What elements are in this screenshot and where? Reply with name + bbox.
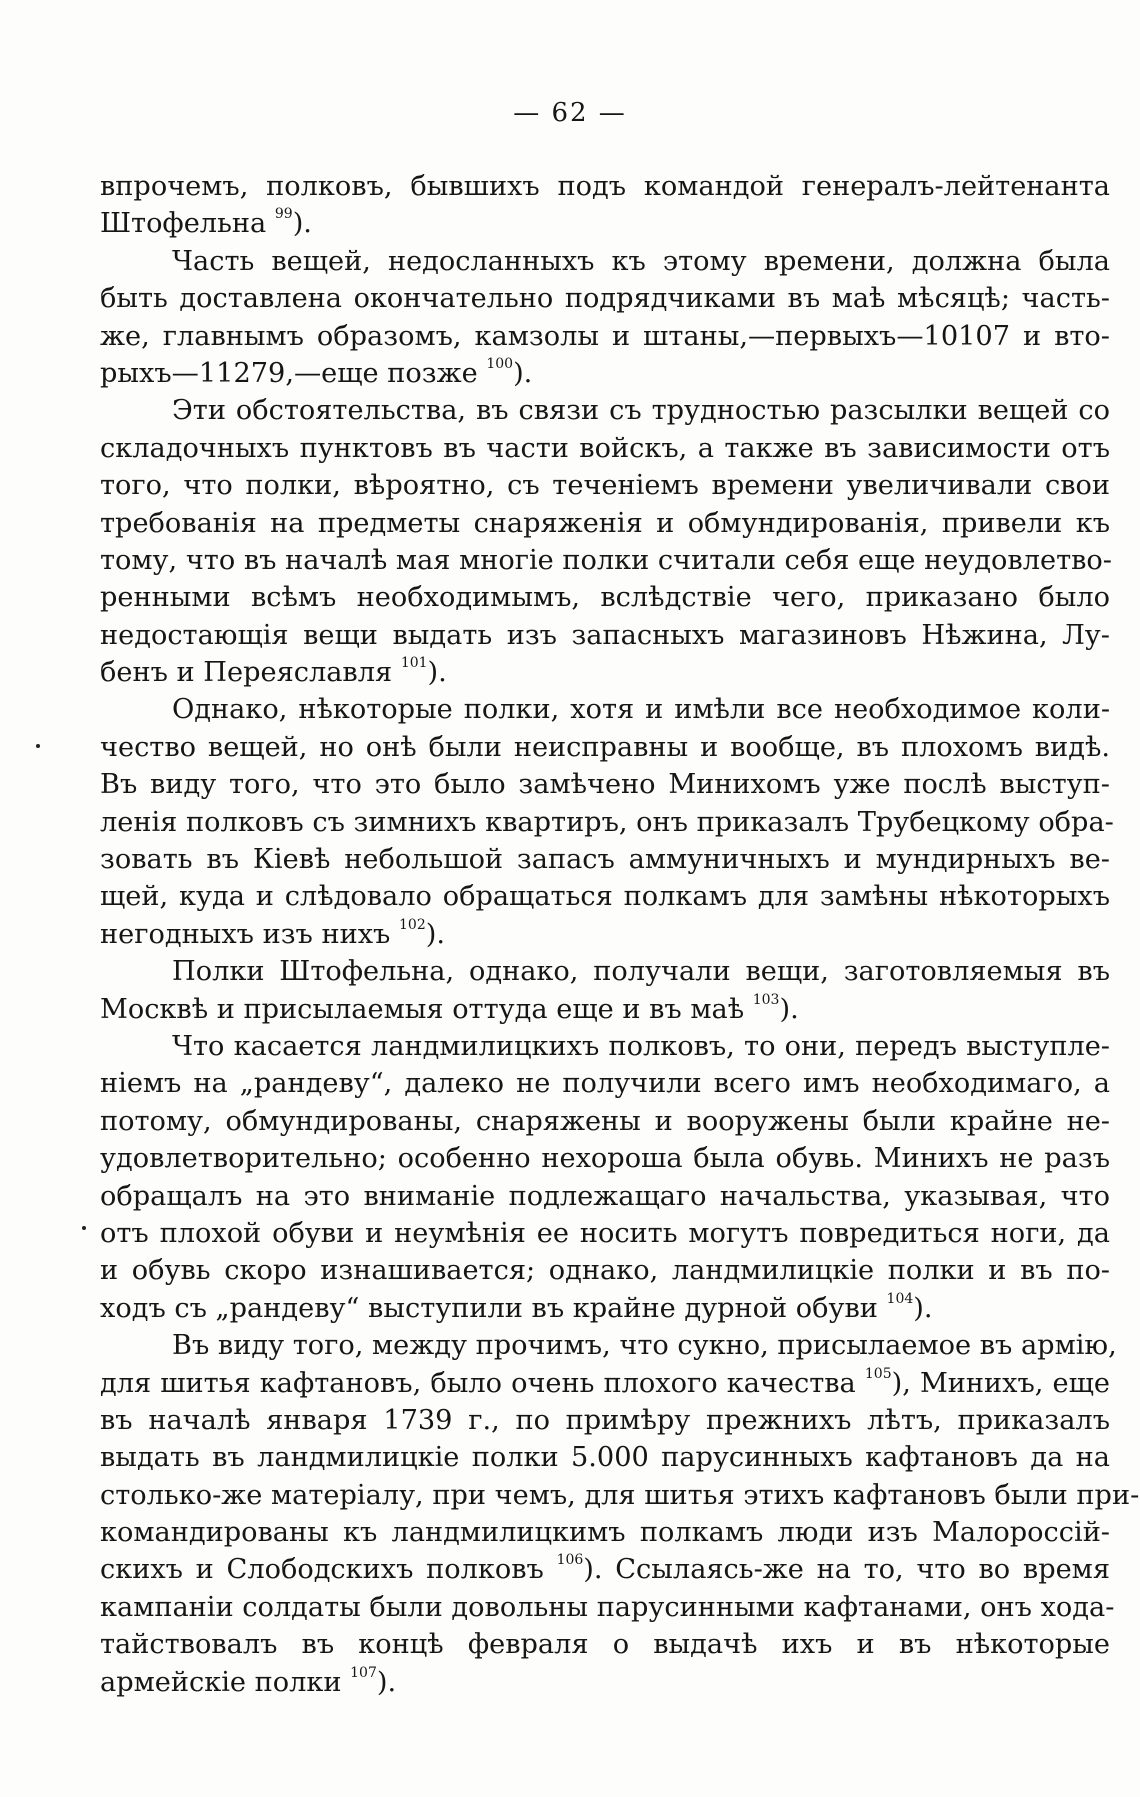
footnote-marker: 99 xyxy=(274,206,293,223)
line-text-after-footnote: ). xyxy=(292,208,312,240)
line-text: щей, куда и слѣдовало обращаться полкамъ для замѣны нѣкоторыхъ xyxy=(100,881,1110,913)
line-text-after-footnote: ). xyxy=(913,1292,933,1324)
line-text: же, главнымъ образомъ, камзолы и штаны,—первыхъ—10107 и вто- xyxy=(100,320,1110,352)
footnote-marker: 102 xyxy=(399,916,426,933)
footnote-marker: 104 xyxy=(886,1290,914,1307)
text-line xyxy=(100,355,1110,392)
text-line xyxy=(100,1215,1110,1252)
text-line xyxy=(100,243,1110,280)
text-line xyxy=(100,1178,1110,1215)
paragraph xyxy=(100,1327,1140,1701)
text-line xyxy=(100,691,1110,728)
line-text-after-footnote: ). Ссылаясь-же на то, что во время xyxy=(583,1554,1110,1586)
text-line xyxy=(100,1028,1110,1065)
line-text-after-footnote: ), Минихъ, еще xyxy=(891,1367,1110,1399)
line-text: Москвѣ и присылаемыя оттуда еще и въ маѣ xyxy=(100,993,753,1025)
text-line xyxy=(100,1402,1110,1439)
line-text: для шитья кафтановъ, было очень плохого качества xyxy=(100,1367,865,1399)
paragraph xyxy=(100,243,1110,393)
text-line xyxy=(100,467,1110,504)
text-line xyxy=(100,878,1110,915)
text-line xyxy=(100,1140,1110,1177)
text-line xyxy=(100,1103,1110,1140)
line-text: тайствовалъ въ концѣ февраля о выдачѣ ихъ и въ нѣкоторые xyxy=(100,1629,1110,1661)
text-line xyxy=(100,430,1110,467)
line-text: быть доставлена окончательно подрядчиками въ маѣ мѣсяцѣ; часть- xyxy=(100,283,1110,315)
line-text: ніемъ на „рандеву“, далеко не получили всего имъ необходимаго, а xyxy=(100,1068,1110,1100)
line-text: недостающія вещи выдать изъ запасныхъ магазиновъ Нѣжина, Лу- xyxy=(100,619,1110,651)
line-text: ленія полковъ съ зимнихъ квартиръ, онъ приказалъ Трубецкому обра- xyxy=(100,806,1114,838)
line-text: выдать въ ландмилицкіе полки 5.000 парусинныхъ кафтановъ да на xyxy=(100,1442,1110,1474)
text-line xyxy=(100,1626,1110,1663)
footnote-marker: 101 xyxy=(400,655,428,672)
text-line xyxy=(100,654,1110,691)
line-text: Въ виду того, что это было замѣчено Минихомъ уже послѣ выступ- xyxy=(100,769,1110,801)
line-text: требованія на предметы снаряженія и обмундированія, привели къ xyxy=(100,507,1110,539)
text-line xyxy=(100,1290,1110,1327)
text-line xyxy=(100,280,1110,317)
text-line xyxy=(100,1589,1115,1626)
paragraph xyxy=(100,1028,1110,1327)
line-text-after-footnote: ). xyxy=(513,357,533,389)
line-text: ходъ съ „рандеву“ выступили въ крайне дурной обуви xyxy=(100,1292,887,1324)
line-text: обращалъ на это вниманіе подлежащаго начальства, указывая, что xyxy=(100,1180,1110,1212)
line-text: удовлетворительно; особенно нехороша была обувь. Минихъ не разъ xyxy=(100,1143,1110,1175)
line-text: потому, обмундированы, снаряжены и вооружены были крайне не- xyxy=(100,1105,1110,1137)
text-line xyxy=(100,1065,1110,1102)
text-line xyxy=(100,953,1110,990)
text-line xyxy=(100,1327,1117,1364)
text-line xyxy=(100,1252,1110,1289)
page-number: — 62 — xyxy=(513,98,627,128)
line-text: Штофельна xyxy=(100,208,275,240)
text-line xyxy=(100,1514,1110,1551)
line-text: скихъ и Слободскихъ полковъ xyxy=(100,1554,557,1586)
line-text-after-footnote: ). xyxy=(376,1666,397,1698)
text-line xyxy=(100,1439,1110,1476)
text-line xyxy=(100,916,1110,953)
text-line xyxy=(100,991,1110,1028)
line-text: Что касается ландмилицкихъ полковъ, то они, передъ выступле- xyxy=(172,1030,1110,1062)
text-line xyxy=(100,505,1110,542)
line-text: и обувь скоро изнашивается; однако, ландмилицкіе полки и въ по- xyxy=(100,1255,1110,1287)
line-text: Однако, нѣкоторые полки, хотя и имѣли все необходимое коли- xyxy=(172,694,1110,726)
line-text: впрочемъ, полковъ, бывшихъ подъ командой генералъ-лейтенанта xyxy=(100,171,1110,202)
line-text: складочныхъ пунктовъ въ части войскъ, а также въ зависимости отъ xyxy=(100,432,1110,464)
text-line xyxy=(100,392,1110,429)
line-text: Часть вещей, недосланныхъ къ этому времени, должна была xyxy=(172,245,1110,277)
scan-speck xyxy=(36,744,40,748)
line-text: Въ виду того, между прочимъ, что сукно, присылаемое въ армію, xyxy=(172,1330,1117,1362)
line-text: бенъ и Переяславля xyxy=(100,657,401,689)
footnote-marker: 105 xyxy=(864,1365,892,1382)
text-line xyxy=(100,579,1110,616)
line-text-after-footnote: ). xyxy=(425,918,445,950)
paragraph xyxy=(100,953,1110,1028)
line-text: кампаніи солдаты были довольны парусинными кафтанами, онъ хода- xyxy=(100,1591,1115,1623)
body-text xyxy=(100,168,1140,1701)
footnote-marker: 100 xyxy=(486,355,514,372)
line-text: въ началѣ января 1739 г., по примѣру прежнихъ лѣтъ, приказалъ xyxy=(100,1404,1110,1436)
scan-speck xyxy=(82,1226,86,1230)
line-text: чество вещей, но онѣ были неисправны и вообще, въ плохомъ видѣ. xyxy=(100,731,1110,763)
text-line xyxy=(100,617,1110,654)
text-line xyxy=(100,1477,1140,1514)
line-text-after-footnote: ). xyxy=(427,657,447,689)
line-text: ренными всѣмъ необходимымъ, вслѣдствіе чего, приказано было xyxy=(100,582,1110,614)
text-line xyxy=(100,1551,1110,1588)
footnote-marker: 106 xyxy=(556,1552,584,1569)
text-line xyxy=(100,841,1110,878)
line-text: тому, что въ началѣ мая многіе полки считали себя еще неудовлетво- xyxy=(100,544,1112,576)
text-line xyxy=(100,168,1110,205)
line-text: Полки Штофельна, однако, получали вещи, заготовляемыя въ xyxy=(172,956,1110,988)
text-line xyxy=(100,1365,1110,1402)
line-text: армейскіе полки xyxy=(100,1666,351,1698)
text-line xyxy=(100,766,1110,803)
text-line xyxy=(100,318,1110,355)
footnote-marker: 103 xyxy=(752,991,780,1008)
text-line xyxy=(100,804,1114,841)
line-text-after-footnote: ). xyxy=(779,993,799,1025)
paragraph xyxy=(100,392,1110,691)
line-text: негодныхъ изъ нихъ xyxy=(100,918,399,950)
paragraph xyxy=(100,691,1114,953)
line-text: Эти обстоятельства, въ связи съ трудностью разсылки вещей со xyxy=(172,395,1110,427)
line-text: зовать въ Кіевѣ небольшой запасъ аммуничныхъ и мундирныхъ ве- xyxy=(100,844,1110,876)
text-line xyxy=(100,542,1110,579)
paragraph xyxy=(100,168,1110,243)
footnote-marker: 107 xyxy=(350,1664,377,1681)
text-line xyxy=(100,205,1110,242)
line-text: отъ плохой обуви и неумѣнія ее носить могутъ повредиться ноги, да xyxy=(100,1217,1110,1249)
line-text: столько-же матеріалу, при чемъ, для шитья этихъ кафтановъ были при- xyxy=(100,1479,1140,1511)
line-text: командированы къ ландмилицкимъ полкамъ люди изъ Малороссій- xyxy=(100,1517,1110,1549)
text-line xyxy=(100,1664,1110,1701)
text-line xyxy=(100,729,1110,766)
line-text: того, что полки, вѣроятно, съ теченіемъ времени увеличивали свои xyxy=(100,470,1110,502)
line-text: рыхъ—11279,—еще позже xyxy=(100,357,487,389)
